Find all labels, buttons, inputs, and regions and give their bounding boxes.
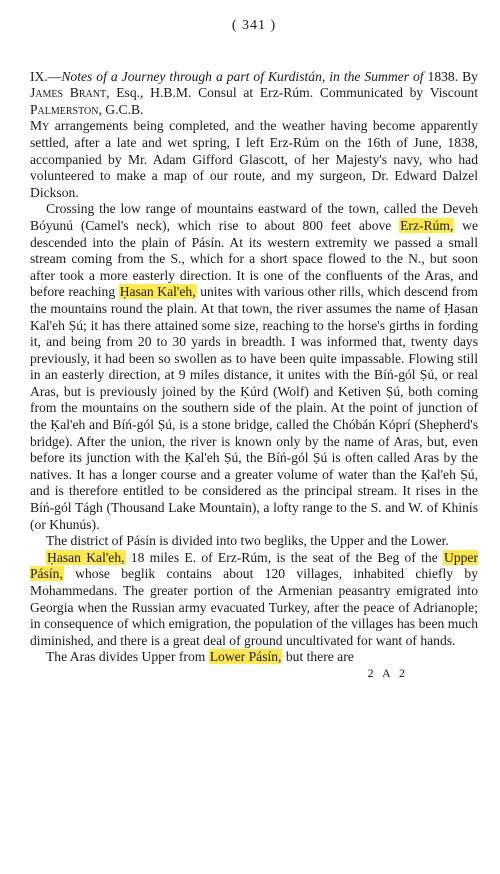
paragraph-3: The district of Pásín is divided into two begliks, the Upper and the Lower. (46, 533, 449, 549)
paragraph-4-part-b: whose beglik contains about 120 villages, inhabited chiefly by Mohammedans. The greater portion of the Armenian peasantry emigrated into Georgia when the Russian army evacuated Turkey, after the peace of Adrianople; in consequence of which emigration, the population of the villages has been much diminished, and there is a great deal of ground uncultivated for want of hands. (30, 566, 478, 648)
page-number: ( 341 ) (231, 18, 277, 33)
highlight-erz-rum: Erz-Rúm, (400, 217, 454, 233)
highlight-lower-pasin: Lower Pásín, (209, 649, 282, 665)
paragraph-2-part-b: we descended into the plain of Pásín. At its western extremity we passed a small stream coming from the S., which for a short space flowed to the N., but soon after took a more easterly direction. It is one of the confluents of the Aras, and before reaching (30, 217, 478, 300)
article-title: Notes of a Journey through a part of Kurdistán, in the Summer of (61, 68, 424, 84)
article-year: 1838. By (423, 68, 478, 84)
signature-mark: 2 A 2 (367, 665, 408, 680)
paragraph-1-text: arrangements being completed, and the weather having become apparently settled, after a late and wet spring, I left Erz-Rúm on the 16th of June, 1838, accompanied by Mr. Adam Gifford Glascott, of her Majesty's navy, who had volunteered to make a map of our route, and my surgeon, Dr. Edward Dalzel Dickson. (30, 118, 478, 200)
article-credit: , Esq., H.B.M. Consul at Erz-Rúm. Communicated by Viscount (106, 85, 478, 101)
paragraph-5-part-b: but there are (282, 649, 354, 665)
paragraph-4 (30, 550, 478, 650)
paragraph-1 (30, 118, 478, 201)
paragraph-5 (30, 649, 478, 666)
paragraph-1-lead: My (30, 118, 50, 134)
highlight-hasan-kaleh: Ḥasan Kal'eh, (119, 284, 196, 300)
article-label: IX.— (30, 68, 62, 84)
paragraph-2 (30, 201, 478, 533)
paragraph-4-part-a: 18 miles E. of Erz-Rúm, is the seat of the Beg of the (125, 549, 444, 565)
article-heading (30, 69, 478, 119)
highlight-upper-pasin: Upper Pásín, (30, 549, 478, 582)
article-author: James Brant (30, 85, 107, 101)
paragraph-2-part-c: unites with various other rills, which descend from the mountains round the plain. At that town, the river assumes the name of Ḥasan Kal'eh Ṣú; it has there attained some size, reaching to the horse's girths in fording it, and being from 20 to 30 yards in breadth. I was informed that, twenty days previously, it had been so swollen as to have been quite impassable. Flowing still in an easterly direction, at 9 miles distance, it unites with the Bíń-gól Ṣú, or real Aras, but is previously joined by the Ḳúrd (Wolf) and Ketiven Ṣú, both coming from the mountains on the southern side of the plain. At the point of junction of the Ḳal'eh and Bíń-gól Ṣú, is a stone bridge, called the Chóbán Kóprí (Shepherd's bridge). After the union, the river is known only by the name of Aras, but, even before its junction with the Ḳal'eh Ṣú, the Bíń-gól Ṣú is often called Aras by the natives. It has a longer course and a greater volume of water than the Ḳal'eh Ṣú, and is therefore entitled to be considered as the principal stream. It rises in the Bíń-gól Tágh (Thousand Lake Mountain), a lofty range to the S. and W. of Khinís (or Khunús). (30, 284, 478, 532)
paragraph-2-part-a: Crossing the low range of mountains eastward of the town, called the Deveh Bóyunú (Camel's neck), which rise to about 800 feet above (30, 201, 478, 233)
article-honour: , G.C.B. (98, 101, 144, 117)
article-communicator: Palmerston (30, 101, 99, 117)
paragraph-5-part-a: The Aras divides Upper from (46, 649, 209, 665)
highlight-hasan-kaleh-2: Ḥasan Kal'eh, (47, 549, 125, 565)
